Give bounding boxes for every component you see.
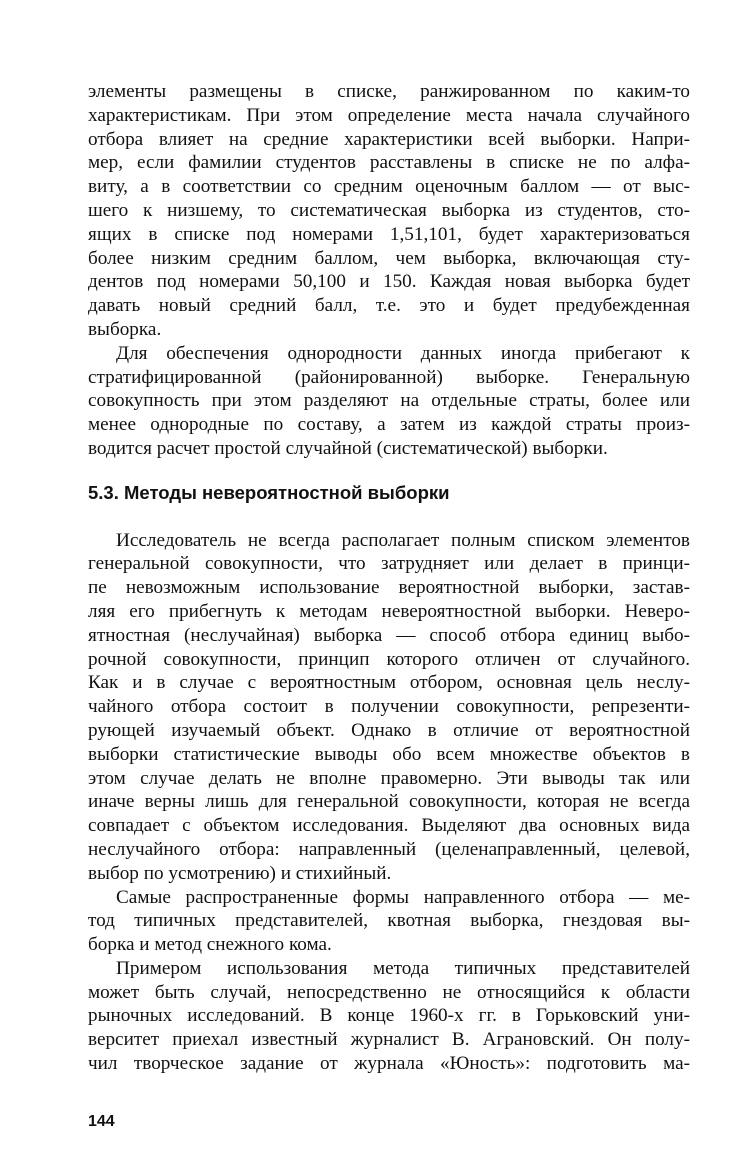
text-line: выборка. bbox=[88, 318, 162, 340]
text-line: Самые распространенные формы направленного отбора — ме- bbox=[116, 886, 690, 908]
page-number: 144 bbox=[88, 1113, 115, 1130]
text-line: ятностная (неслучайная) выборка — способ отбора единиц выбо- bbox=[88, 624, 690, 646]
text-line: Исследователь не всегда располагает полным списком элементов bbox=[116, 529, 690, 551]
text-line: выборки статистические выводы обо всем множестве объектов в bbox=[88, 743, 690, 765]
paragraph bbox=[88, 80, 690, 342]
text-line: рыночных исследований. В конце 1960-х гг. в Горьковский уни- bbox=[88, 1005, 690, 1027]
section-heading: 5.3. Методы невероятностной выборки bbox=[88, 481, 450, 503]
text-line: дентов под номерами 50,100 и 150. Каждая новая выборка будет bbox=[88, 271, 690, 293]
text-line: элементы размещены в списке, ранжированном по каким-то bbox=[88, 81, 690, 102]
text-line: совокупность при этом разделяют на отдельные страты, более или bbox=[88, 390, 690, 412]
text-line: давать новый средний балл, т.е. это и будет предубежденная bbox=[88, 295, 690, 317]
text-line: стратифицированной (районированной) выборке. Генеральную bbox=[88, 366, 690, 388]
text-line: выбор по усмотрению) и стихийный. bbox=[88, 862, 392, 884]
text-line: совпадает с объектом исследования. Выделяют два основных вида bbox=[88, 815, 690, 837]
text-line: шего к низшему, то систематическая выборка из студентов, сто- bbox=[88, 199, 690, 221]
text-line: Примером использования метода типичных представителей bbox=[116, 957, 690, 979]
text-line: менее однородные по составу, а затем из каждой страты произ- bbox=[88, 414, 690, 436]
text-line: Как и в случае с вероятностным отбором, основная цель неслу- bbox=[88, 672, 690, 694]
text-line: генеральной совокупности, что затрудняет или делает в принци- bbox=[88, 553, 690, 575]
text-line: рующей изучаемый объект. Однако в отличие от вероятностной bbox=[88, 719, 690, 741]
text-line: рочной совокупности, принцип которого отличен от случайного. bbox=[88, 648, 690, 670]
text-line: ляя его прибегнуть к методам невероятностной выборки. Неверо- bbox=[88, 600, 690, 622]
text-line: иначе верны лишь для генеральной совокупности, которая не всегда bbox=[88, 791, 690, 813]
text-line: ящих в списке под номерами 1,51,101, будет характеризоваться bbox=[88, 223, 690, 245]
text-line: виту, а в соответствии со средним оценочным баллом — от выс- bbox=[88, 176, 690, 198]
text-line: отбора влияет на средние характеристики всей выборки. Напри- bbox=[88, 128, 690, 150]
paragraph bbox=[88, 957, 690, 1076]
paragraph bbox=[88, 342, 690, 461]
text-line: тод типичных представителей, квотная выборка, гнездовая вы- bbox=[88, 910, 690, 932]
text-line: характеристикам. При этом определение места начала случайного bbox=[88, 104, 690, 126]
text-line: пе невозможным использование вероятностной выборки, застав- bbox=[88, 577, 690, 599]
text-line: верситет приехал известный журналист В. Аграновский. Он полу- bbox=[88, 1029, 690, 1051]
text-line: чайного отбора состоит в получении совокупности, репрезенти- bbox=[88, 696, 690, 718]
paragraph bbox=[88, 529, 690, 886]
page-body bbox=[88, 80, 690, 1076]
text-line: Для обеспечения однородности данных иногда прибегают к bbox=[116, 342, 690, 364]
paragraph bbox=[88, 886, 690, 957]
text-line: может быть случай, непосредственно не относящийся к области bbox=[88, 981, 690, 1003]
text-line: водится расчет простой случайной (систематической) выборки. bbox=[88, 437, 608, 459]
text-line: борка и метод снежного кома. bbox=[88, 934, 332, 956]
text-line: мер, если фамилии студентов расставлены в списке не по алфа- bbox=[88, 152, 690, 174]
text-line: чил творческое задание от журнала «Юность»: подготовить ма- bbox=[88, 1053, 690, 1075]
text-line: этом случае делать не вполне правомерно. Эти выводы так или bbox=[88, 767, 690, 789]
text-line: неслучайного отбора: направленный (целенаправленный, целевой, bbox=[88, 838, 690, 860]
text-line: более низким средним баллом, чем выборка, включающая сту- bbox=[88, 247, 690, 269]
